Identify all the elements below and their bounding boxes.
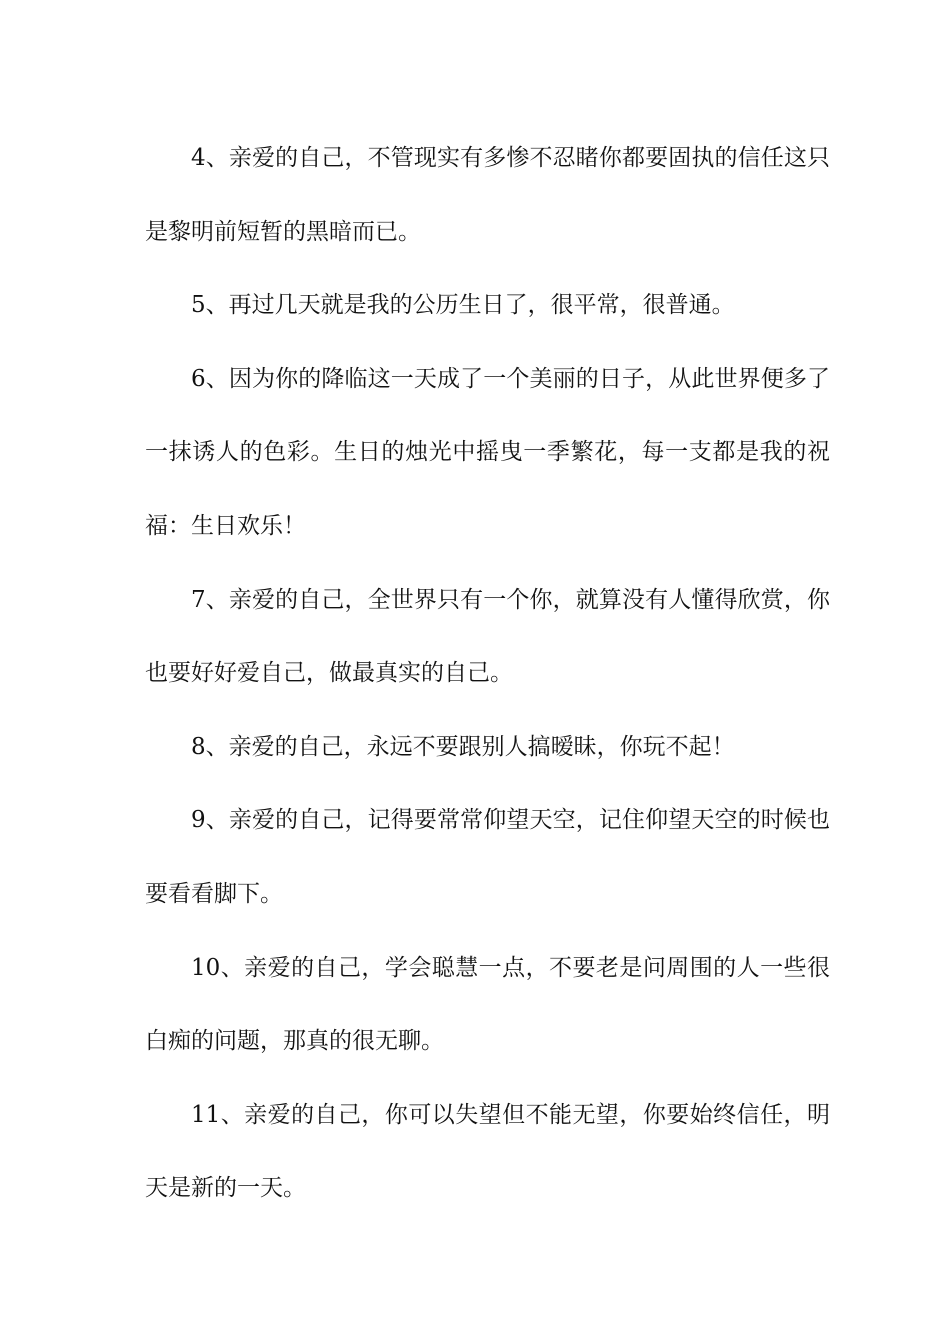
document-body [145,122,830,1226]
paragraph-8: 8、亲爱的自己，永远不要跟别人搞暧昧，你玩不起！ [191,733,735,760]
paragraph-7: 7、亲爱的自己，全世界只有一个你，就算没有人懂得欣赏，你也要好好爱自己，做最真实的自己。 [145,586,830,687]
paragraph-9: 9、亲爱的自己，记得要常常仰望天空，记住仰望天空的时候也要看看脚下。 [145,807,830,907]
paragraph-10: 10、亲爱的自己，学会聪慧一点，不要老是问周围的人一些很白痴的问题，那真的很无聊。 [145,954,830,1055]
paragraph-6: 6、因为你的降临这一天成了一个美丽的日子，从此世界便多了一抹诱人的色彩。生日的烛光中摇曳一季繁花，每一支都是我的祝福：生日欢乐！ [145,365,830,539]
paragraph-5: 5、再过几天就是我的公历生日了，很平常，很普通。 [191,292,735,319]
paragraph-4: 4、亲爱的自己，不管现实有多惨不忍睹你都要固执的信任这只是黎明前短暂的黑暗而已。 [145,145,830,245]
paragraph-11: 11、亲爱的自己，你可以失望但不能无望，你要始终信任，明天是新的一天。 [145,1101,830,1202]
